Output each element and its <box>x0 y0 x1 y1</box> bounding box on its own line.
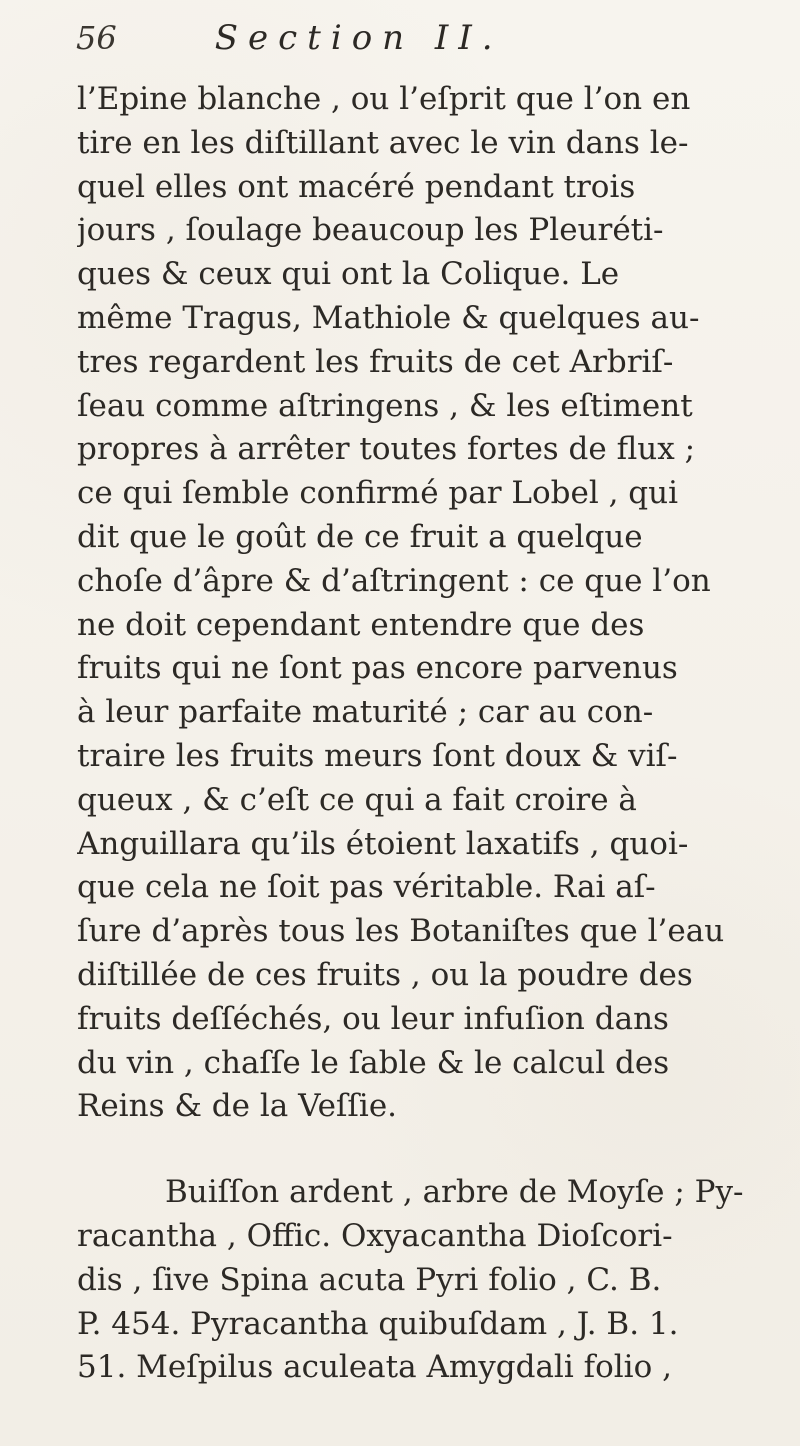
text-line-18: Anguillara qu’ils étoient laxatifs , quoi- <box>77 825 689 862</box>
text-line-7: tres regardent les fruits de cet Arbriſ- <box>77 343 674 380</box>
text-line-21: diſtillée de ces fruits , ou la poudre des <box>77 956 693 993</box>
page-number: 56 <box>76 19 117 57</box>
page-header <box>76 18 503 72</box>
text-line-1: l’Epine blanche , ou l’eſprit que l’on en <box>77 81 691 117</box>
text-line-22: fruits deſſéchés, ou leur infuſion dans <box>77 1000 669 1037</box>
text-line-26: racantha , Offic. Oxyacantha Dioſcori- <box>77 1217 673 1254</box>
text-line-20: ſure d’après tous les Botaniſtes que l’eau <box>77 913 725 950</box>
text-line-13: ne doit cependant entendre que des <box>77 606 645 643</box>
text-line-3: quel elles ont macéré pendant trois <box>77 168 636 205</box>
text-line-10: ce qui ſemble confirmé par Lobel , qui <box>77 475 679 512</box>
text-line-11: dit que le goût de ce fruit a quelque <box>77 518 643 555</box>
running-title: Section II. <box>214 18 503 58</box>
text-line-25: Buiſſon ardent , arbre de Moyſe ; Py- <box>165 1174 744 1211</box>
paragraph-gap <box>77 1129 767 1171</box>
text-line-14: fruits qui ne ſont pas encore parvenus <box>77 650 678 687</box>
text-line-23: du vin , chaſſe le ſable & le calcul des <box>77 1044 670 1081</box>
text-line-5: ques & ceux qui ont la Colique. Le <box>77 256 620 293</box>
text-line-8: ſeau comme aſtringens , & les eſtiment <box>77 387 693 424</box>
text-line-6: même Tragus, Mathiole & quelques au- <box>77 299 700 336</box>
text-line-4: jours , ſoulage beaucoup les Pleuréti- <box>77 212 664 249</box>
text-line-15: à leur parfaite maturité ; car au con- <box>77 694 654 731</box>
text-line-16: traire les fruits meurs ſont doux & viſ- <box>77 737 678 774</box>
text-line-2: tire en les diſtillant avec le vin dans le- <box>77 124 689 161</box>
text-line-9: propres à arrêter toutes fortes de flux ; <box>77 431 696 468</box>
text-line-28: P. 454. Pyracantha quibuſdam , J. B. 1. <box>77 1305 679 1342</box>
text-line-27: dis , ſive Spina acuta Pyri folio , C. B. <box>77 1261 662 1298</box>
text-line-29: 51. Meſpilus aculeata Amygdali folio , <box>77 1349 672 1386</box>
text-line-12: choſe d’âpre & d’aſtringent : ce que l’on <box>77 562 711 599</box>
text-line-19: que cela ne ſoit pas véritable. Rai aſ- <box>77 869 656 906</box>
body-text <box>77 78 767 1390</box>
text-line-24: Reins & de la Veſſie. <box>77 1088 398 1125</box>
text-line-17: queux , & c’eſt ce qui a fait croire à <box>77 781 637 818</box>
